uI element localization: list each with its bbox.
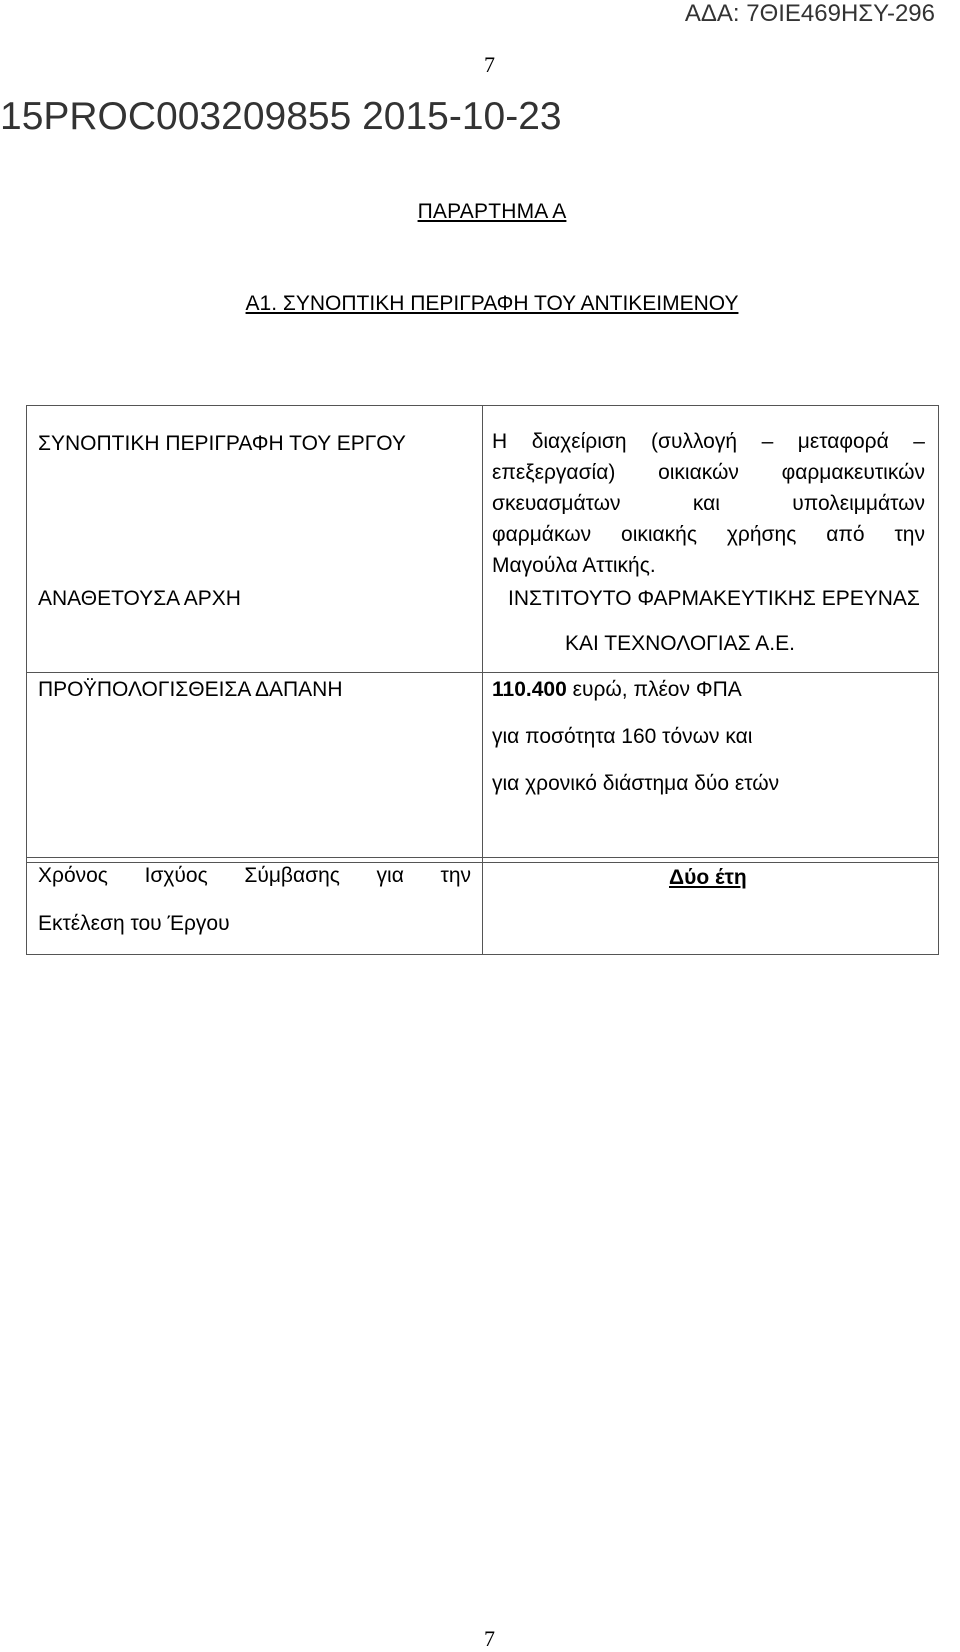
table2-right-border [938,857,939,954]
page-number-bottom: 7 [484,1626,495,1651]
table2-left-border [26,857,27,954]
authority-label: ΑΝΑΘΕΤΟΥΣΑ ΑΡΧΗ [38,587,241,610]
budget-label: ΠΡΟΫΠΟΛΟΓΙΣΘΕΙΣΑ ΔΑΠΑΝΗ [38,678,343,701]
description-line: Μαγούλα Αττικής. [492,554,656,577]
authority-line: ΚΑΙ ΤΕΧΝΟΛΟΓΙΑΣ Α.Ε. [565,632,795,655]
table1-mid-divider [482,405,483,862]
duration-label-line1: Χρόνος Ισχύος Σύμβασης για την [38,864,471,887]
ada-code: ΑΔΑ: 7ΘΙΕ469ΗΣΥ-296 [684,0,935,27]
row-divider [26,672,939,673]
table1-right-border [938,405,939,862]
budget-amount: 110.400 [492,678,567,701]
duration-label-line2: Εκτέλεση του Έργου [38,912,230,935]
annex-title: ΠΑΡΑΡΤΗΜΑ Α [417,200,567,223]
budget-period: για χρονικό διάστημα δύο ετών [492,772,780,795]
description-line: επεξεργασία) οικιακών φαρμακευτικών [492,461,925,484]
description-line: Η διαχείριση (συλλογή – μεταφορά – [492,430,925,453]
page-number-top: 7 [484,52,495,77]
section-title: Α1. ΣΥΝΟΠΤΙΚΗ ΠΕΡΙΓΡΑΦΗ ΤΟΥ ΑΝΤΙΚΕΙΜΕΝΟΥ [245,292,739,315]
duration-value: Δύο έτη [669,866,747,889]
authority-line: ΙΝΣΤΙΤΟΥΤΟ ΦΑΡΜΑΚΕΥΤΙΚΗΣ ΕΡΕΥΝΑΣ [508,587,920,610]
budget-value [492,676,742,704]
description-label: ΣΥΝΟΠΤΙΚΗ ΠΕΡΙΓΡΑΦΗ ΤΟΥ ΕΡΓΟΥ [38,432,406,455]
budget-currency: ευρώ, πλέον ΦΠΑ [566,678,742,701]
proc-id: 15PROC003209855 2015-10-23 [0,95,562,138]
description-line: σκευασμάτων και υπολειμμάτων [492,492,925,515]
table1-left-border [26,405,27,862]
table2-mid-divider [482,857,483,954]
table2-bottom-border [26,954,939,955]
budget-quantity: για ποσότητα 160 τόνων και [492,725,753,748]
description-line: φαρμάκων οικιακής χρήσης από την [492,523,925,546]
